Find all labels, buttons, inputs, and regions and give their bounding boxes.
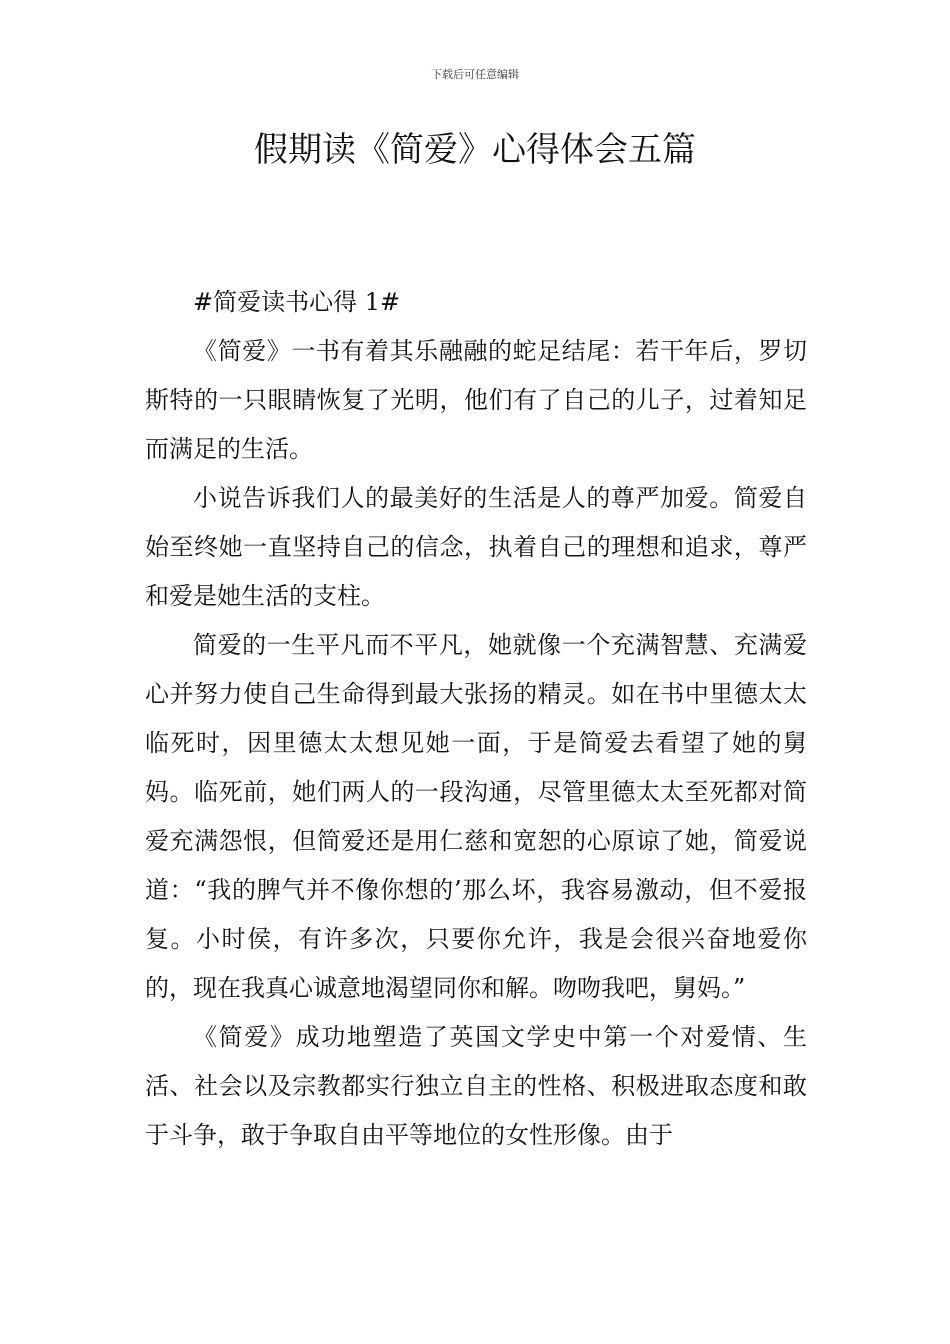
document-title: 假期读《简爱》心得体会五篇	[254, 130, 696, 170]
header-note: 下载后可任意编辑	[431, 68, 519, 81]
document-body	[145, 278, 807, 1160]
section-heading: #简爱读书心得 1#	[193, 288, 401, 316]
paragraph: 《简爱》成功地塑造了英国文学史中第一个对爱情、生活、社会以及宗教都实行独立自主的性格、积极进取态度和敢于斗争，敢于争取自由平等地位的女性形像。由于	[145, 1023, 807, 1149]
paragraph: 简爱的一生平凡而不平凡，她就像一个充满智慧、充满爱心并努力使自己生命得到最大张扬的精灵。如在书中里德太太临死时，因里德太太想见她一面，于是简爱去看望了她的舅妈。临死前，她们两人的一段沟通，尽管里德太太至死都对简爱充满怨恨，但简爱还是用仁慈和宽恕的心原谅了她，简爱说道：“我的脾气并不像你想的’那么坏，我容易激动，但不爱报复。小时侯，有许多次，只要你允许，我是会很兴奋地爱你的，现在我真心诚意地渴望同你和解。吻吻我吧，舅妈。”	[145, 631, 807, 1002]
paragraph: 《简爱》一书有着其乐融融的蛇足结尾：若干年后，罗切斯特的一只眼睛恢复了光明，他们有了自己的儿子，过着知足而满足的生活。	[145, 337, 807, 463]
paragraph: 小说告诉我们人的最美好的生活是人的尊严加爱。简爱自始至终她一直坚持自己的信念，执着自己的理想和追求，尊严和爱是她生活的支柱。	[145, 484, 807, 610]
